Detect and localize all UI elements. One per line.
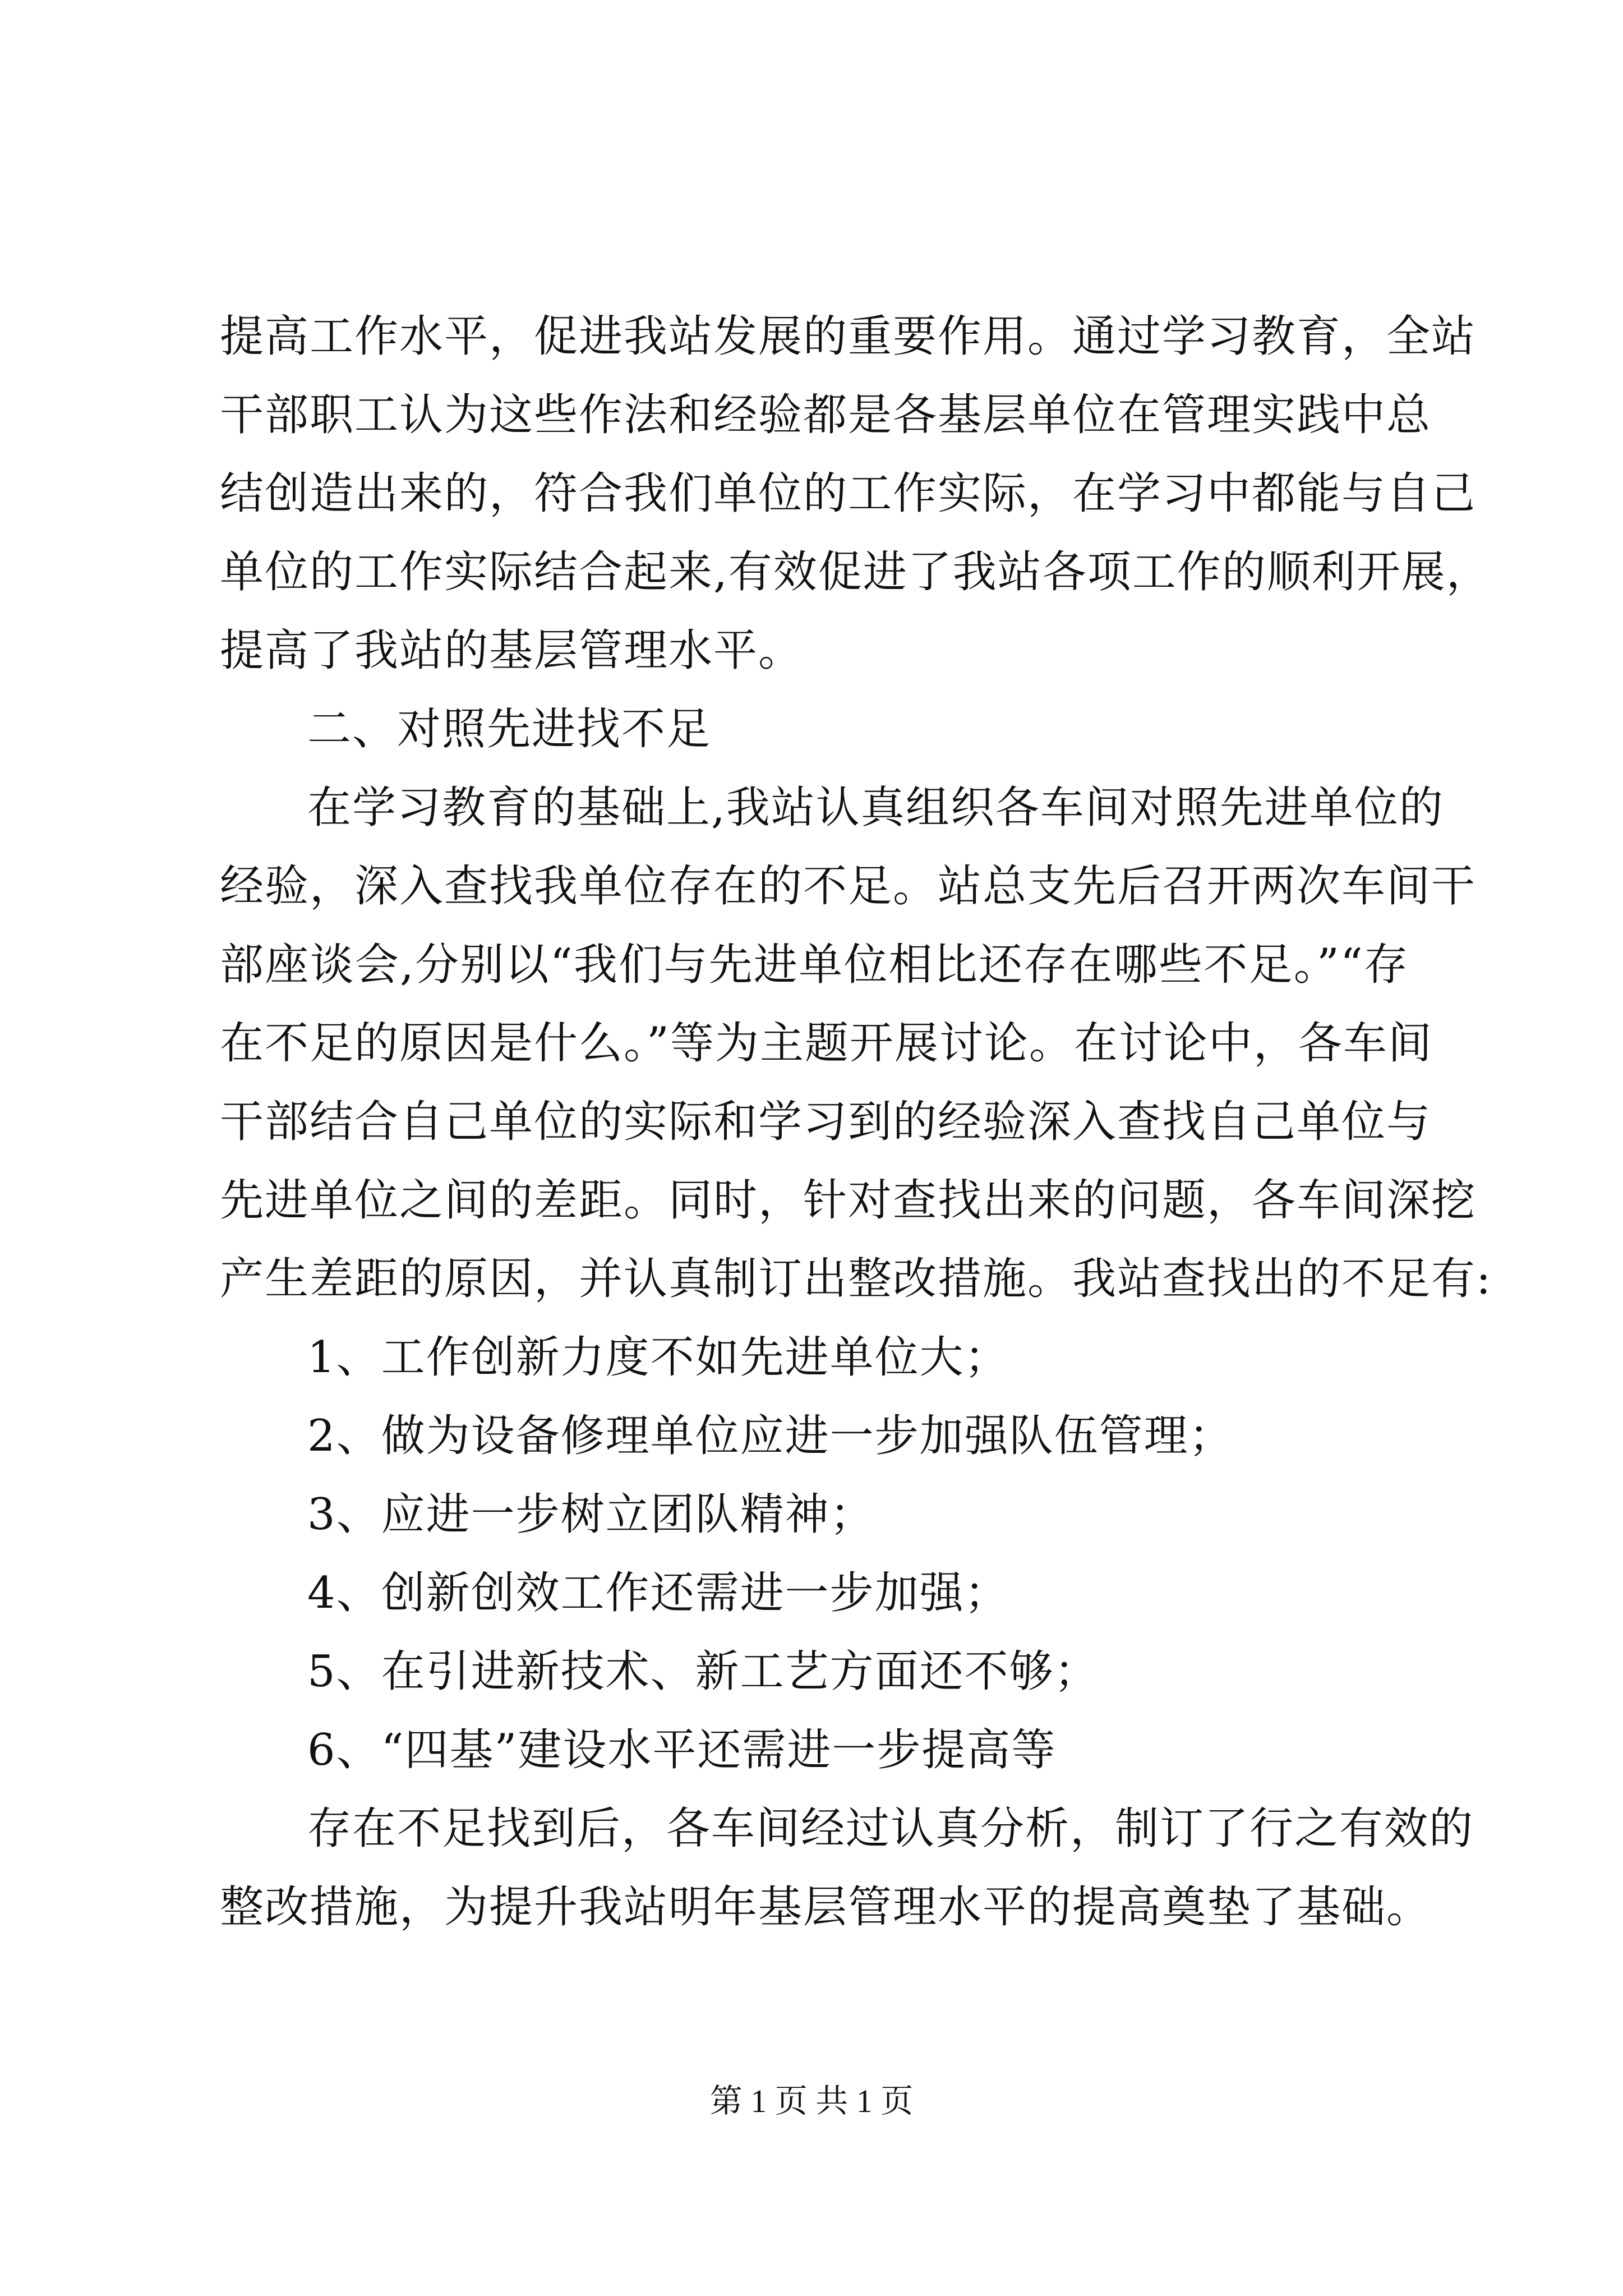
list-item-4: 4、创新创效工作还需进一步加强； <box>307 1568 1009 1618</box>
body-line-13: 产生差距的原因，并认真制订出整改措施。我站查找出的不足有: <box>220 1254 1492 1304</box>
body-line-10: 在不足的原因是什么。”等为主题开展讨论。在讨论中，各车间 <box>220 1018 1433 1069</box>
list-item-1: 1、工作创新力度不如先进单位大； <box>307 1332 1009 1383</box>
body-line-3: 结创造出来的，符合我们单位的工作实际，在学习中都能与自己 <box>220 468 1477 519</box>
body-line-9: 部座谈会,分别以“我们与先进单位相比还存在哪些不足。”“存 <box>220 940 1409 990</box>
body-line-4: 单位的工作实际结合起来,有效促进了我站各项工作的顺利开展， <box>220 547 1491 597</box>
list-item-5: 5、在引进新技术、新工艺方面还不够； <box>307 1646 1099 1697</box>
body-line-5: 提高了我站的基层管理水平。 <box>220 625 804 676</box>
list-item-3: 3、应进一步树立团队精神； <box>307 1489 875 1540</box>
body-line-21: 整改措施，为提升我站明年基层管理水平的提高奠垫了基础。 <box>220 1882 1432 1932</box>
page-number-footer: 第 1 页 共 1 页 <box>709 2083 914 2119</box>
section-heading: 二、对照先进找不足 <box>307 704 712 754</box>
body-line-11: 干部结合自己单位的实际和学习到的经验深入查找自己单位与 <box>220 1097 1432 1147</box>
list-item-2: 2、做为设备修理单位应进一步加强队伍管理； <box>307 1411 1234 1461</box>
body-line-7: 在学习教育的基础上,我站认真组织各车间对照先进单位的 <box>307 783 1444 833</box>
body-line-12: 先进单位之间的差距。同时，针对查找出来的问题，各车间深挖 <box>220 1175 1477 1226</box>
body-line-2: 干部职工认为这些作法和经验都是各基层单位在管理实践中总 <box>220 390 1432 440</box>
body-line-20: 存在不足找到后，各车间经过认真分析，制订了行之有效的 <box>307 1803 1474 1854</box>
list-item-6: 6、“四基”建设水平还需进一步提高等 <box>307 1725 1057 1775</box>
body-line-8: 经验，深入查找我单位存在的不足。站总支先后召开两次车间干 <box>220 861 1477 912</box>
body-line-1: 提高工作水平，促进我站发展的重要作用。通过学习教育，全站 <box>220 311 1477 362</box>
